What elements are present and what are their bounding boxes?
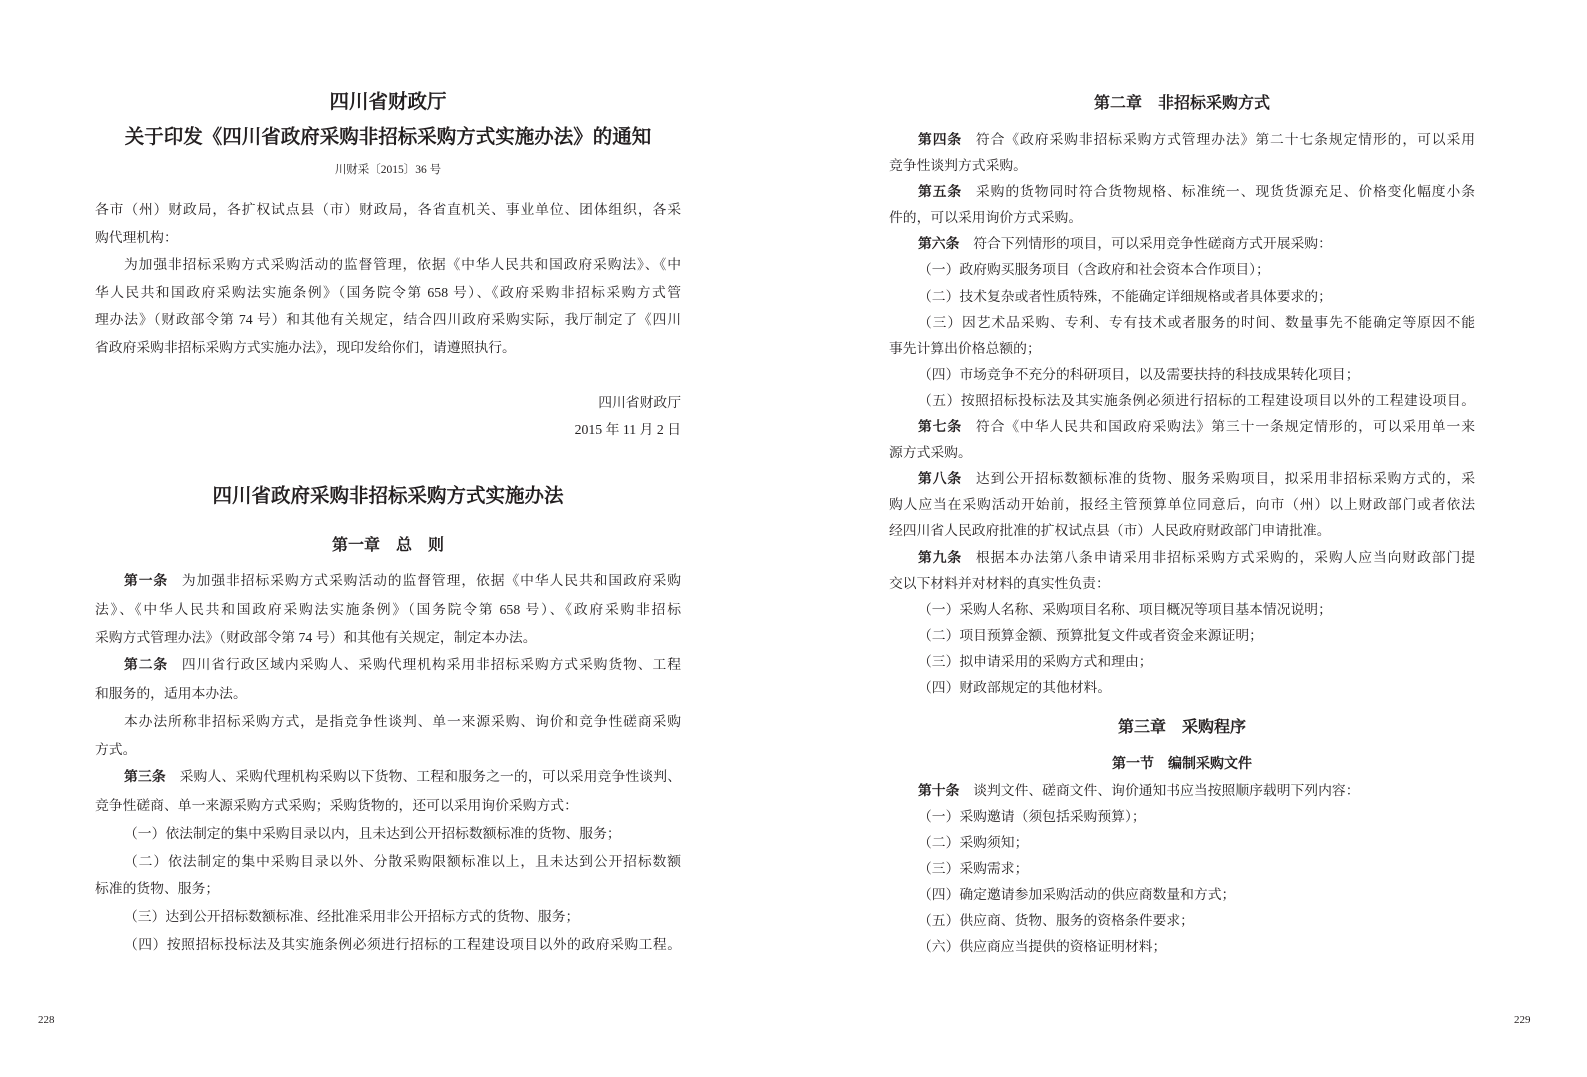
page-number-left: 228 bbox=[38, 1014, 55, 1026]
notice-signature: 四川省财政厅 bbox=[598, 395, 681, 410]
chapter-1-title: 第一章 总 则 bbox=[331, 535, 444, 554]
article-2-line-1 bbox=[95, 651, 681, 680]
notice-line-4: 省政府采购非招标采购方式实施办法》，现印发给你们，请遵照执行。 bbox=[95, 339, 516, 355]
article-3-line-2: 竞争性磋商、单一来源采购方式采购；采购货物的，还可以采用询价采购方式： bbox=[95, 798, 578, 814]
article-8-text: 达到公开招标数额标准的货物、服务采购项目，拟采用非招标采购方式的，采 bbox=[975, 471, 1476, 487]
article-6-item-5: （五）按照招标投标法及其实施条例必须进行招标的工程建设项目以外的工程建设项目。 bbox=[918, 392, 1475, 408]
article-7-text: 符合《中华人民共和国政府采购法》第三十一条规定情形的，可以采用单一来 bbox=[975, 419, 1476, 435]
article-6-label: 第六条 bbox=[918, 236, 960, 253]
chapter-3-title: 第三章 采购程序 bbox=[1117, 717, 1246, 736]
article-3-text: 采购人、采购代理机构采购以下货物、工程和服务之一的，可以采用竞争性谈判、 bbox=[179, 769, 681, 785]
article-2-line-2: 和服务的，适用本办法。 bbox=[95, 686, 247, 702]
article-10-item-3: （三）采购需求； bbox=[918, 861, 1029, 876]
notice-line-2: 华人民共和国政府采购法实施条例》（国务院令第 658 号）、《政府采购非招标采购方式管 bbox=[95, 284, 681, 300]
chapter-1-body bbox=[95, 567, 681, 959]
article-7-line-2: 源方式采购。 bbox=[889, 445, 972, 461]
article-6-text: 符合下列情形的项目，可以采用竞争性磋商方式开展采购： bbox=[973, 236, 1332, 252]
article-9-item-4: （四）财政部规定的其他材料。 bbox=[918, 679, 1112, 695]
article-10-item-4: （四）确定邀请参加采购活动的供应商数量和方式； bbox=[918, 887, 1236, 902]
addressee-line-1: 各市（州）财政局，各扩权试点县（市）财政局，各省直机关、事业单位、团体组织，各采 bbox=[95, 202, 681, 217]
chapter-2-body bbox=[889, 127, 1475, 701]
article-1-line-3: 采购方式管理办法》（财政部令第 74 号）和其他有关规定，制定本办法。 bbox=[95, 629, 537, 645]
article-9-line-2: 交以下材料并对材料的真实性负责： bbox=[889, 575, 1110, 591]
article-1-label: 第一条 bbox=[124, 573, 169, 589]
article-3-item-2-line-1: （二）依法制定的集中采购目录以外、分散采购限额标准以上，且未达到公开招标数额 bbox=[124, 853, 681, 869]
article-1-line-2: 法》、《中华人民共和国政府采购法实施条例》（国务院令第 658 号）、《政府采购非招标 bbox=[95, 601, 681, 617]
article-5-line-1 bbox=[889, 179, 1475, 205]
article-4-label: 第四条 bbox=[918, 132, 963, 148]
right-page bbox=[889, 0, 1475, 1077]
article-7-line-1 bbox=[889, 414, 1475, 440]
article-9-item-1: （一）采购人名称、采购项目名称、项目概况等项目基本情况说明； bbox=[918, 601, 1332, 617]
article-8-line-2: 购人应当在采购活动开始前，报经主管预算单位同意后，向市（州）以上财政部门或者依法 bbox=[889, 497, 1475, 513]
notice-title: 关于印发《四川省政府采购非招标采购方式实施办法》的通知 bbox=[124, 127, 652, 148]
article-6-item-2: （二）技术复杂或者性质特殊，不能确定详细规格或者具体要求的； bbox=[918, 288, 1332, 304]
article-10-item-5: （五）供应商、货物、服务的资格条件要求； bbox=[918, 913, 1194, 928]
article-9-text: 根据本办法第八条申请采用非招标采购方式采购的，采购人应当向财政部门提 bbox=[975, 549, 1476, 565]
article-1-line-1 bbox=[95, 567, 681, 596]
article-8-line-3: 经四川省人民政府批准的扩权试点县（市）人民政府财政部门申请批准。 bbox=[889, 523, 1331, 539]
article-8-line-1 bbox=[889, 466, 1475, 492]
article-10-text: 谈判文件、磋商文件、询价通知书应当按照顺序载明下列内容： bbox=[973, 783, 1360, 798]
definition-line-2: 方式。 bbox=[95, 741, 137, 757]
article-3-item-2-line-2: 标准的货物、服务； bbox=[95, 881, 220, 897]
article-10-item-1: （一）采购邀请（须包括采购预算）； bbox=[918, 809, 1146, 824]
article-3-item-1: （一）依法制定的集中采购目录以内，且未达到公开招标数额标准的货物、服务； bbox=[124, 825, 621, 841]
article-6-item-1: （一）政府购买服务项目（含政府和社会资本合作项目）； bbox=[918, 262, 1270, 278]
article-2-text: 四川省行政区域内采购人、采购代理机构采用非招标采购方式采购货物、工程 bbox=[181, 657, 682, 673]
article-6-item-3-line-1: （三）因艺术品采购、专利、专有技术或者服务的时间、数量事先不能确定等原因不能 bbox=[918, 314, 1475, 330]
article-8-label: 第八条 bbox=[918, 471, 963, 488]
article-1-text: 为加强非招标采购方式采购活动的监督管理，依据《中华人民共和国政府采购 bbox=[181, 573, 682, 588]
section-1-title: 第一节 编制采购文件 bbox=[1112, 756, 1252, 772]
article-4-text: 符合《政府采购非招标采购方式管理办法》第二十七条规定情形的，可以采用 bbox=[975, 132, 1476, 147]
definition-line-1: 本办法所称非招标采购方式，是指竞争性谈判、单一来源采购、询价和竞争性磋商采购 bbox=[124, 713, 681, 729]
article-3-line-1 bbox=[95, 763, 681, 792]
article-6-item-4: （四）市场竞争不充分的科研项目，以及需要扶持的科技成果转化项目； bbox=[918, 366, 1360, 382]
article-3-item-3: （三）达到公开招标数额标准、经批准采用非公开招标方式的货物、服务； bbox=[124, 909, 580, 925]
article-10-line-1 bbox=[889, 778, 1475, 804]
article-10-item-6: （六）供应商应当提供的资格证明材料； bbox=[918, 939, 1167, 954]
article-6-line-1 bbox=[889, 231, 1475, 257]
article-7-label: 第七条 bbox=[918, 419, 963, 436]
article-9-label: 第九条 bbox=[918, 549, 963, 566]
article-6-item-3-line-2: 事先计算出价格总额的； bbox=[889, 340, 1041, 356]
article-5-text: 采购的货物同时符合货物规格、标准统一、现货货源充足、价格变化幅度小条 bbox=[975, 184, 1476, 200]
article-9-line-1 bbox=[889, 545, 1475, 571]
article-5-line-2: 件的，可以采用询价方式采购。 bbox=[889, 210, 1083, 226]
article-3-label: 第三条 bbox=[124, 769, 166, 786]
section-1-body bbox=[889, 778, 1475, 960]
left-page bbox=[95, 0, 681, 1077]
article-5-label: 第五条 bbox=[918, 184, 963, 201]
notice-line-1: 为加强非招标采购方式采购活动的监督管理，依据《中华人民共和国政府采购法》、《中 bbox=[124, 257, 681, 273]
document-number: 川财采〔2015〕36 号 bbox=[334, 164, 442, 176]
article-10-item-2: （二）采购须知； bbox=[918, 835, 1029, 850]
article-10-label: 第十条 bbox=[918, 783, 960, 799]
notice-issuer-title: 四川省财政厅 bbox=[329, 92, 447, 113]
article-4-line-1 bbox=[889, 127, 1475, 153]
page-number-right: 229 bbox=[1514, 1014, 1531, 1026]
addressee-line-2: 购代理机构： bbox=[95, 229, 178, 245]
measures-title: 四川省政府采购非招标采购方式实施办法 bbox=[212, 486, 564, 507]
article-9-item-3: （三）拟申请采用的采购方式和理由； bbox=[918, 653, 1153, 669]
notice-body bbox=[95, 196, 681, 362]
notice-date: 2015 年 11 月 2 日 bbox=[574, 422, 681, 437]
article-9-item-2: （二）项目预算金额、预算批复文件或者资金来源证明； bbox=[918, 627, 1263, 643]
article-3-item-4: （四）按照招标投标法及其实施条例必须进行招标的工程建设项目以外的政府采购工程。 bbox=[124, 936, 681, 952]
notice-line-3: 理办法》（财政部令第 74 号）和其他有关规定，结合四川政府采购实际，我厅制定了《四川 bbox=[95, 312, 681, 328]
article-4-line-2: 竞争性谈判方式采购。 bbox=[889, 158, 1027, 174]
article-2-label: 第二条 bbox=[124, 657, 169, 674]
chapter-2-title: 第二章 非招标采购方式 bbox=[1093, 93, 1270, 112]
